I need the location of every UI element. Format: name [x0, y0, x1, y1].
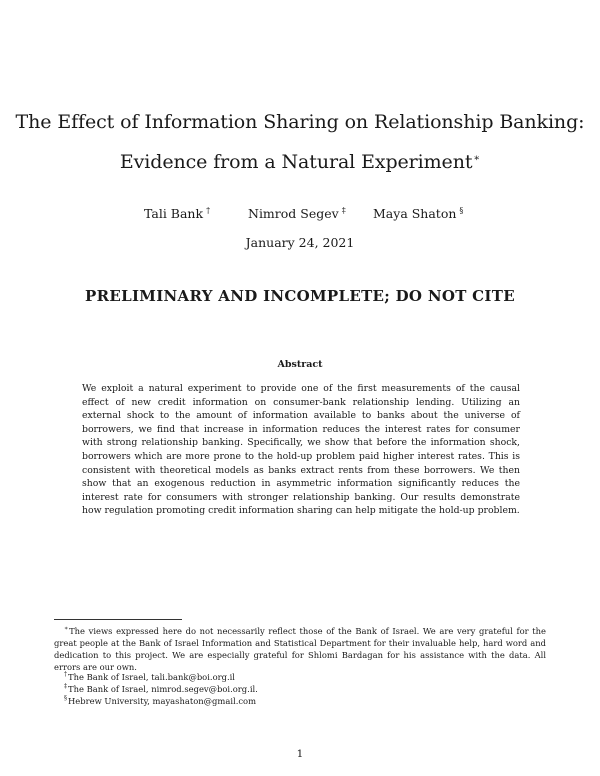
footnote-2	[64, 671, 235, 682]
footnote-text: The Bank of Israel, tali.bank@boi.org.il	[68, 672, 235, 682]
author-2	[248, 206, 346, 221]
footnote-mark: †	[64, 671, 67, 678]
footnote-mark: §	[64, 695, 67, 702]
abstract-heading: Abstract	[277, 359, 323, 370]
title-footnote-mark: ∗	[473, 153, 481, 164]
author-name: Tali Bank	[144, 206, 204, 221]
footnote-text: The Bank of Israel, nimrod.segev@boi.org.il.	[68, 684, 258, 694]
footnote-mark: ‡	[64, 683, 67, 690]
abstract-body: We exploit a natural experiment to provide one of the first measurements of the causal effect of new credit information on consumer-bank relationship lending. Utilizing an external shock to the amount of information available to banks about the universe of borrowers, we find that increase in information reduces the interest rates for consumer with strong relationship banking. Specifically, we show that before the information shock, borrowers which are more prone to the hold-up problem paid higher interest rates. This is consistent with theoretical models as banks extract rents from these borrowers. We then show that an exogenous reduction in asymmetric information significantly reduces the interest rate for consumers with stronger relationship banking. Our results demonstrate how regulation promoting credit information sharing can help mitigate the hold-up problem.	[82, 383, 520, 517]
footnote-divider	[54, 619, 182, 620]
paper-date: January 24, 2021	[245, 235, 355, 250]
author-1	[144, 206, 210, 221]
author-name: Maya Shaton	[373, 206, 457, 221]
author-name: Nimrod Segev	[248, 206, 339, 221]
preliminary-notice: PRELIMINARY AND INCOMPLETE; DO NOT CITE	[85, 287, 515, 305]
paper-title-line-2	[0, 153, 600, 172]
footnote-text: Hebrew University, mayashaton@gmail.com	[68, 696, 257, 706]
footnote-4	[64, 695, 256, 706]
paper-title-text: Evidence from a Natural Experiment	[119, 151, 473, 173]
footnote-1	[54, 623, 546, 673]
author-footnote-mark: ‡	[341, 206, 346, 215]
paper-title-line-1: The Effect of Information Sharing on Relationship Banking:	[15, 111, 585, 133]
footnote-text: The views expressed here do not necessarily reflect those of the Bank of Israel. We are very grateful for the great people at the Bank of Israel Information and Statistical Department for their invaluable help, hard word and dedication to this project. We are especially grateful for Shlomi Bardagan for his assistance with the data. All errors are our own.	[54, 626, 546, 672]
author-footnote-mark: §	[459, 206, 464, 215]
author-footnote-mark: †	[206, 206, 211, 215]
page-number: 1	[296, 748, 304, 760]
author-3	[373, 206, 463, 221]
footnote-mark: ∗	[64, 625, 69, 632]
footnote-3	[64, 683, 258, 694]
